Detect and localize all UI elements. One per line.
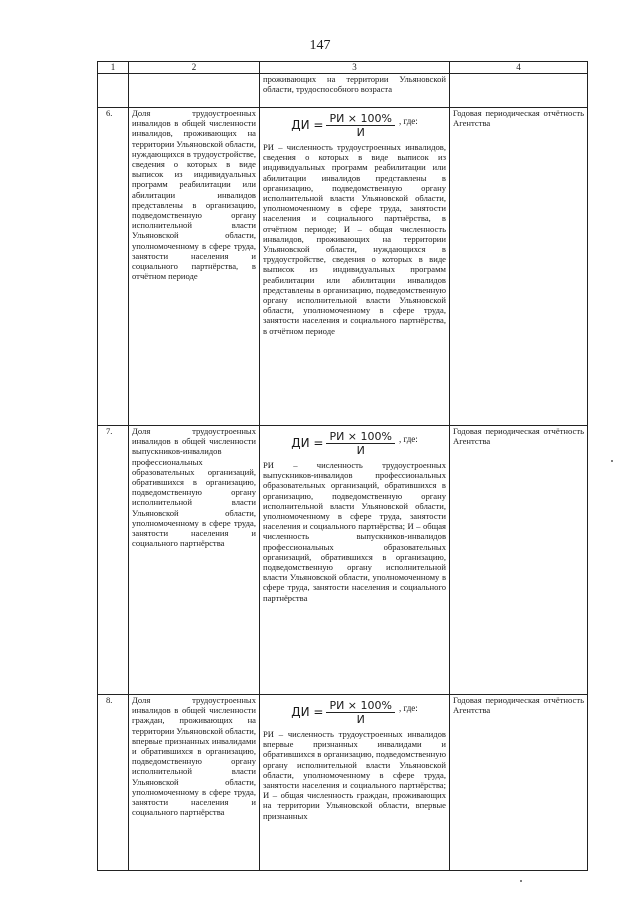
table-row <box>98 695 588 871</box>
formula-denominator: И <box>356 126 365 139</box>
indicator-name: Доля трудоустроенных инвалидов в общей численности инвалидов, проживающих на территории Ульяновской области, нуждающихся в трудоустройстве, сведения о которых в виде выписок из индивидуальных программ реабилитации или абилитации инвалидов представлены в организацию, подведомственную органу исполнительной власти Ульяновской области, уполномоченному в сфере труда, занятости населения и социального партнёрства, в отчётном периоде <box>129 108 260 426</box>
formula-lhs: ДИ = <box>291 118 324 133</box>
source-cell <box>450 74 588 108</box>
row-number: 8. <box>98 695 129 871</box>
formula <box>263 430 446 457</box>
formula <box>263 112 446 139</box>
column-number-3: 3 <box>260 62 450 74</box>
page-number: 147 <box>309 38 331 53</box>
formula-numerator: РИ × 100% <box>329 430 392 443</box>
calculation-description: РИ – численность трудоустроенных инвалидов, сведения о которых в виде выписок из индивидуальных программ реабилитации или абилитации инвалидов представлены в организацию, подведомственную органу исполнительной власти Ульяновской области, уполномоченному в сфере труда, занятости населения и социального партнёрства, в отчётном периоде; И – общая численность инвалидов, проживающих на территории Ульяновской области, нуждающихся в трудоустройстве, сведения о которых в виде выписок из индивидуальных программ реабилитации или абилитации инвалидов представлены в организацию, подведомственную органу исполнительной власти Ульяновской области, уполномоченному в сфере труда, занятости населения и социального партнёрства, в отчётном периоде <box>263 142 446 336</box>
table-row-continuation <box>98 74 588 108</box>
table-header-row <box>98 62 588 74</box>
formula-fraction <box>326 699 395 726</box>
calculation-description: РИ – численность трудоустроенных выпускников-инвалидов профессиональных образовательных организаций, обратившихся в организацию, подведомственную органу исполнительной власти Ульяновской области, уполномоченному в сфере труда, занятости населения и социального партнёрства; И – общая численность выпускников-инвалидов профессиональных образовательных организаций, обратившихся в организацию, подведомственную органу исполнительной власти Ульяновской области, уполномоченному в сфере труда, занятости населения и социального партнёрства <box>263 460 446 603</box>
data-source: Годовая периодическая отчётность Агентства <box>450 108 588 426</box>
calculation-description: РИ – численность трудоустроенных инвалидов впервые признанных инвалидами и обратившихся в организацию, подведомственную органу исполнительной власти Ульяновской области, уполномоченному в сфере труда, занятости населения и социального партнёрства; И – общая численность граждан, проживающих на территории Ульяновской области, впервые признанных <box>263 729 446 821</box>
formula-fraction <box>326 112 395 139</box>
formula-tail: , где: <box>398 434 418 445</box>
calculation-cell <box>260 426 450 695</box>
indicator-name: Доля трудоустроенных инвалидов в общей численности граждан, проживающих на территории Ульяновской области, впервые признанных инвалидами и обратившихся в организацию, подведомственную органу исполнительной власти Ульяновской области, уполномоченному в сфере труда, занятости населения и социального партнёрства <box>129 695 260 871</box>
formula-lhs: ДИ = <box>291 705 324 720</box>
indicator-name: Доля трудоустроенных инвалидов в общей численности выпускников-инвалидов профессиональных образовательных организаций, обратившихся в организацию, подведомственную органу исполнительной власти Ульяновской области, уполномоченному в сфере труда, занятости населения и социального партнёрства <box>129 426 260 695</box>
column-number-2: 2 <box>129 62 260 74</box>
scan-speck <box>611 460 613 462</box>
scan-speck <box>520 880 522 882</box>
data-source: Годовая периодическая отчётность Агентства <box>450 695 588 871</box>
data-source: Годовая периодическая отчётность Агентства <box>450 426 588 695</box>
calculation-cell <box>260 695 450 871</box>
table-row <box>98 426 588 695</box>
formula-denominator: И <box>356 713 365 726</box>
formula-lhs: ДИ = <box>291 436 324 451</box>
row-number: 6. <box>98 108 129 426</box>
formula-tail: , где: <box>398 703 418 714</box>
table-row <box>98 108 588 426</box>
calculation-description: проживающих на территории Ульяновской области, трудоспособного возраста <box>260 74 450 108</box>
formula-denominator: И <box>356 444 365 457</box>
indicator-name-cell <box>129 74 260 108</box>
indicator-table <box>97 61 588 871</box>
calculation-cell <box>260 108 450 426</box>
formula-tail: , где: <box>398 116 418 127</box>
column-number-1: 1 <box>98 62 129 74</box>
row-number-cell <box>98 74 129 108</box>
row-number: 7. <box>98 426 129 695</box>
formula-fraction <box>326 430 395 457</box>
formula-numerator: РИ × 100% <box>329 112 392 125</box>
formula-numerator: РИ × 100% <box>329 699 392 712</box>
formula <box>263 699 446 726</box>
column-number-4: 4 <box>450 62 588 74</box>
